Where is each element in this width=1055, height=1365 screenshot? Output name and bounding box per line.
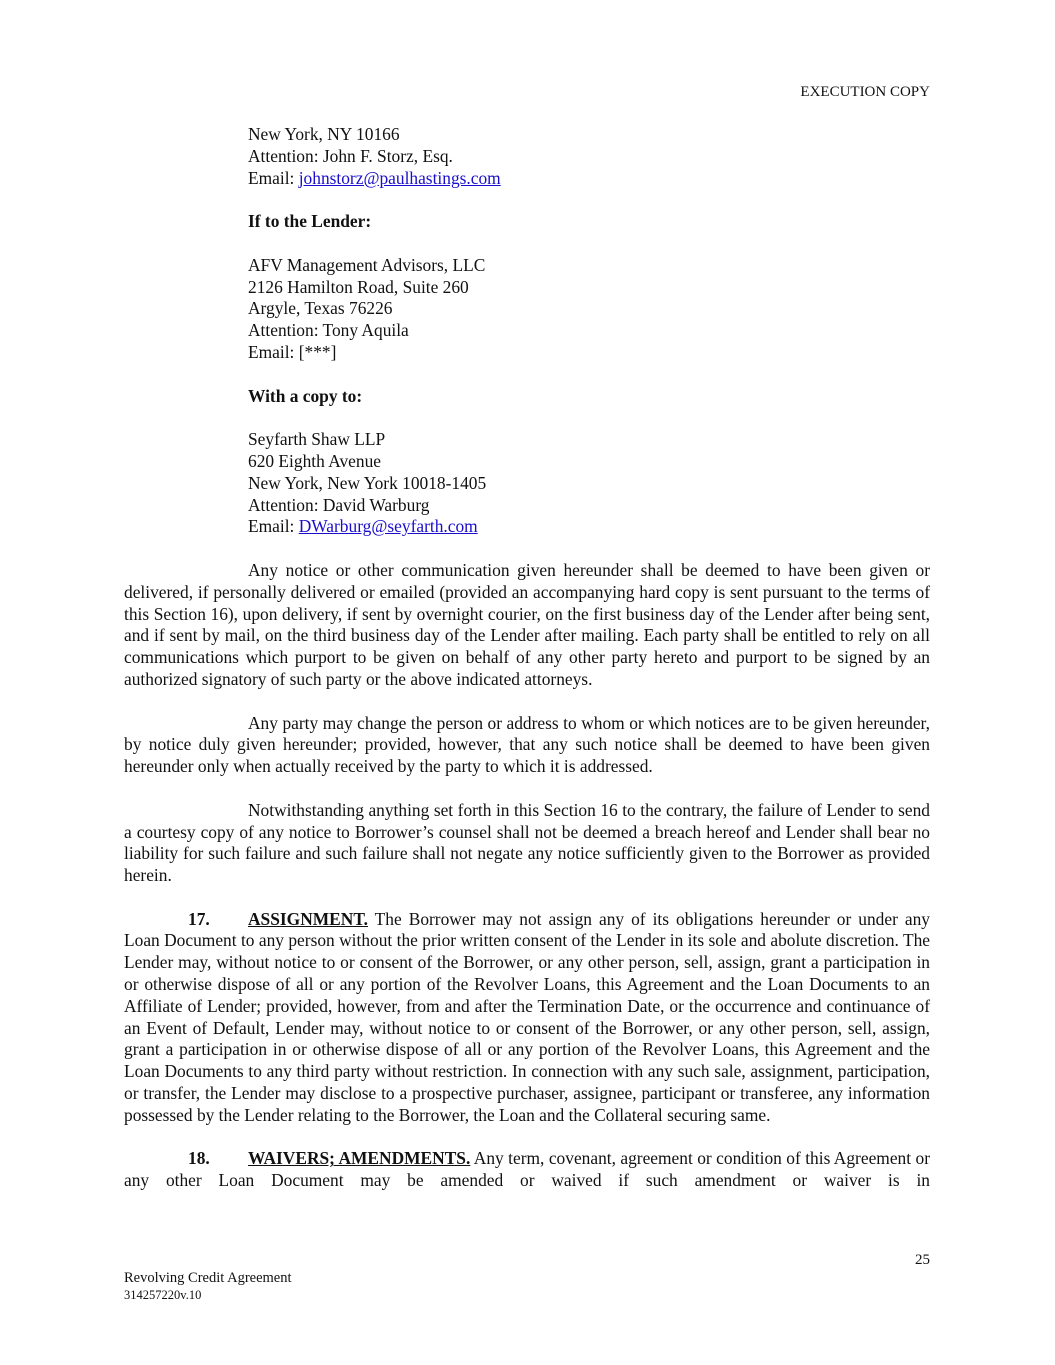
address-line: AFV Management Advisors, LLC — [248, 254, 486, 275]
section-18-waivers — [124, 1148, 930, 1192]
notice-paragraph — [124, 560, 930, 691]
address-line: New York, NY 10166 — [248, 124, 400, 144]
attention-line: Attention: John F. Storz, Esq. — [248, 145, 453, 166]
attention-line: Attention: David Warburg — [248, 494, 430, 515]
borrower-counsel-address — [124, 124, 930, 189]
email-link[interactable]: johnstorz@paulhastings.com — [298, 167, 501, 188]
paragraph-text: Any notice or other communication given hereunder shall be deemed to have been given or delivered, if personally delivered or emailed (provided an accompanying hard copy is sent pursuant to the terms of this Section 16), upon delivery, if sent by overnight courier, on the first business day of the Lender after being sent, and if sent by mail, on the third business day of the Lender after mailing. Each party shall be entitled to rely on all communications which purport to be given on behalf of any other party hereto and purport to be signed by an authorized signatory of such party or the above indicated attorneys. — [124, 559, 930, 689]
address-line: Seyfarth Shaw LLP — [248, 429, 386, 450]
page-number: 25 — [915, 1252, 930, 1268]
lender-heading: If to the Lender: — [248, 211, 372, 232]
section-heading: WAIVERS; AMENDMENTS. — [248, 1148, 471, 1169]
paragraph-text: Any party may change the person or address to whom or which notices are to be given hereunder, by notice duly given hereunder; provided, however, that any such notice shall be deemed to have been given hereunder only when actually received by the party to which it is addressed. — [124, 712, 930, 777]
email-link[interactable]: DWarburg@seyfarth.com — [298, 516, 478, 537]
address-line: Argyle, Texas 76226 — [248, 298, 393, 319]
address-line: New York, New York 10018-1405 — [248, 472, 487, 493]
email-line — [248, 516, 930, 538]
lender-address — [124, 255, 930, 364]
email-label: Email: — [248, 516, 299, 537]
section-text: The Borrower may not assign any of its obligations hereunder or under any Loan Document to any person without the prior written consent of the Lender in its sole and abolute discretion. The Lender may, without notice to or consent of the Borrower, or any other person, sell, assign, grant a participation in or otherwise dispose of all or any portion of the Revolver Loans, this Agreement and the Loan Documents to an Affiliate of Lender; provided, however, from and after the Termination Date, or the occurrence and continuance of an Event of Default, Lender may, without notice to or consent of the Borrower, or any other person, sell, assign, grant a participation in or otherwise dispose of all or any portion of the Revolver Loans, this Agreement and the Loan Documents to any third party without restriction. In connection with any such sale, assignment, participation, or transfer, the Lender may disclose to a prospective purchaser, assignee, participant or transferee, any information possessed by the Lender relating to the Borrower, the Loan and the Collateral securing same. — [124, 908, 930, 1125]
section-text: Any term, covenant, agreement or condition of this Agreement or any other Loan Document may be amended or waived if such amendment or waiver is in — [124, 1148, 930, 1191]
courtesy-copy-paragraph — [124, 800, 930, 887]
section-17-assignment — [124, 909, 930, 1127]
change-address-paragraph — [124, 713, 930, 778]
section-number: 18. — [188, 1148, 210, 1169]
attention-line: Attention: Tony Aquila — [248, 320, 409, 341]
footer-document-id: 314257220v.10 — [124, 1288, 202, 1302]
address-line: 620 Eighth Avenue — [248, 450, 381, 471]
copy-address — [124, 429, 930, 538]
copy-heading: With a copy to: — [248, 385, 363, 406]
address-line: 2126 Hamilton Road, Suite 260 — [248, 276, 469, 297]
email-line — [248, 168, 930, 190]
paragraph-text: Notwithstanding anything set forth in this Section 16 to the contrary, the failure of Lender to send a courtesy copy of any notice to Borrower’s counsel shall not be deemed a breach hereof and Lender shall bear no liability for such failure and such failure shall not negate any notice sufficiently given to the Borrower as provided herein. — [124, 799, 930, 886]
document-body — [124, 124, 930, 1214]
email-label: Email: — [248, 167, 299, 188]
execution-copy-header: EXECUTION COPY — [800, 84, 930, 100]
section-heading: ASSIGNMENT. — [248, 908, 368, 929]
section-number: 17. — [188, 908, 210, 929]
footer-document-title: Revolving Credit Agreement — [124, 1270, 292, 1286]
email-line: Email: [***] — [248, 341, 337, 362]
